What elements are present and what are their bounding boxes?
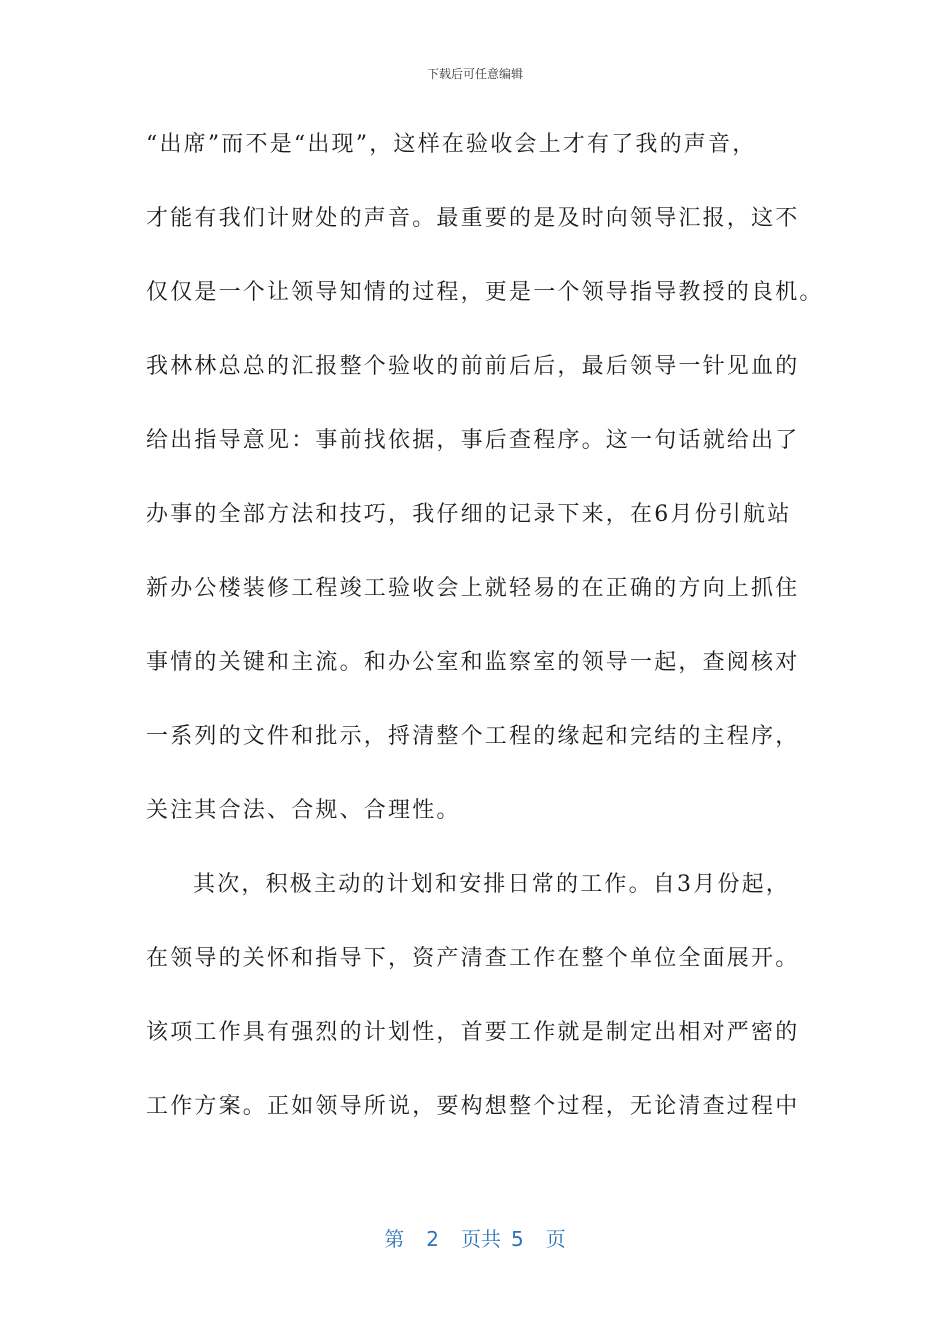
page-footer (0, 1226, 950, 1252)
text-line: 一系列的文件和批示，捋清整个工程的缘起和完结的主程序， (146, 724, 800, 749)
footer-total-pages: 5 (511, 1227, 524, 1251)
text-line: 给出指导意见：事前找依据，事后查程序。这一句话就给出了 (146, 428, 800, 453)
text-line: 工作方案。正如领导所说，要构想整个过程，无论清查过程中 (146, 1094, 800, 1119)
footer-middle: 页共 (461, 1227, 501, 1251)
text-line: 该项工作具有强烈的计划性，首要工作就是制定出相对严密的 (146, 1020, 800, 1045)
text-line: “出席”而不是“出现”，这样在验收会上才有了我的声音， (146, 132, 757, 157)
text-line: 事情的关键和主流。和办公室和监察室的领导一起，查阅核对 (146, 650, 800, 675)
paragraph-first-line: 其次，积极主动的计划和安排日常的工作。自3月份起， (193, 872, 790, 897)
text-line: 关注其合法、合规、合理性。 (146, 798, 461, 823)
text-line: 才能有我们计财处的声音。最重要的是及时向领导汇报，这不 (146, 206, 800, 231)
footer-page-number: 2 (426, 1227, 439, 1251)
text-line: 办事的全部方法和技巧，我仔细的记录下来，在6月份引航站 (146, 502, 792, 527)
text-line: 新办公楼装修工程竣工验收会上就轻易的在正确的方向上抓住 (146, 576, 800, 601)
text-line: 在领导的关怀和指导下，资产清查工作在整个单位全面展开。 (146, 946, 800, 971)
footer-prefix: 第 (384, 1227, 405, 1251)
text-line: 我林林总总的汇报整个验收的前前后后，最后领导一针见血的 (146, 354, 800, 379)
footer-suffix: 页 (545, 1227, 566, 1251)
page-header: 下载后可任意编辑 (426, 67, 523, 81)
text-line: 仅仅是一个让领导知情的过程，更是一个领导指导教授的良机。 (146, 280, 824, 305)
